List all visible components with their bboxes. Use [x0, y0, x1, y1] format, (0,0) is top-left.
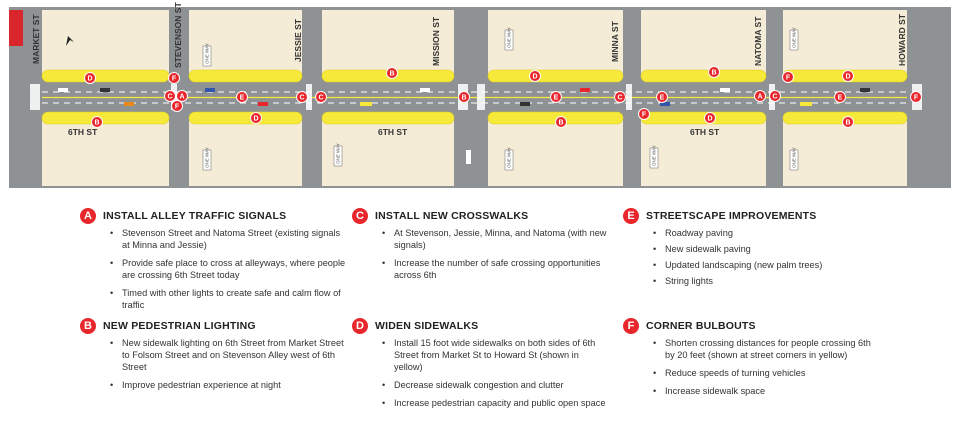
legend-d: [352, 318, 607, 415]
legend-item: • New sidewalk paving: [653, 243, 873, 255]
svg-text:C: C: [772, 93, 778, 101]
map-marker-d: [705, 113, 716, 124]
badge-e: E: [623, 208, 639, 224]
map-marker-c: [297, 92, 308, 103]
map-marker-c: [165, 91, 176, 102]
map-marker-f: [783, 72, 794, 83]
legend-item: • Reduce speeds of turning vehicles: [653, 367, 873, 379]
svg-text:B: B: [389, 70, 395, 78]
svg-text:A: A: [757, 93, 763, 101]
legend-item: • At Stevenson, Jessie, Minna, and Natoma (with new signals): [382, 227, 607, 251]
map-marker-e: [551, 92, 562, 103]
svg-text:F: F: [174, 103, 180, 111]
legend-c: [352, 208, 607, 287]
street-label-sixth-east: 6TH ST: [690, 127, 720, 137]
legend-item: • Stevenson Street and Natoma Street (existing signals at Minna and Jessie): [110, 227, 350, 251]
legend-item: • String lights: [653, 275, 873, 287]
map-marker-b: [709, 67, 720, 78]
legend-title: STREETSCAPE IMPROVEMENTS: [646, 210, 817, 222]
legend-item: • Increase pedestrian capacity and public open space: [382, 397, 607, 409]
svg-text:D: D: [87, 75, 93, 83]
street-label-stevenson: STEVENSON ST: [173, 2, 183, 68]
map-marker-a: [177, 91, 188, 102]
legend-item: • Updated landscaping (new palm trees): [653, 259, 873, 271]
svg-text:B: B: [711, 69, 717, 77]
map-marker-f: [172, 101, 183, 112]
map-marker-b: [843, 117, 854, 128]
one-way-label: ONE WAY: [506, 147, 512, 168]
map-marker-e: [835, 92, 846, 103]
map-marker-c: [316, 92, 327, 103]
svg-text:E: E: [659, 94, 665, 102]
street-label-market: MARKET ST: [31, 14, 41, 64]
street-label-howard: HOWARD ST: [897, 14, 907, 66]
one-way-label: ONE WAY: [335, 143, 341, 164]
legend-title: NEW PEDESTRIAN LIGHTING: [103, 320, 256, 332]
map-marker-d: [85, 73, 96, 84]
badge-a: A: [80, 208, 96, 224]
legend-a: [80, 208, 350, 317]
map-marker-d: [843, 71, 854, 82]
svg-text:C: C: [617, 94, 623, 102]
svg-text:D: D: [532, 73, 538, 81]
svg-text:E: E: [837, 94, 843, 102]
svg-text:B: B: [558, 119, 564, 127]
street-label-sixth-west: 6TH ST: [68, 127, 98, 137]
legend-title: WIDEN SIDEWALKS: [375, 320, 479, 332]
building-sliver: [9, 10, 23, 46]
legend-b: [80, 318, 350, 397]
badge-b: B: [80, 318, 96, 334]
street-label-natoma: NATOMA ST: [753, 16, 763, 66]
badge-f: F: [623, 318, 639, 334]
legend-item: • Increase sidewalk space: [653, 385, 873, 397]
street-label-sixth-mid: 6TH ST: [378, 127, 408, 137]
badge-c: C: [352, 208, 368, 224]
svg-text:C: C: [299, 94, 305, 102]
map-marker-a: [755, 91, 766, 102]
map-marker-b: [459, 92, 470, 103]
legend-item: • Install 15 foot wide sidewalks on both sides of 6th Street from Market St to Howard St (shown in yellow): [382, 337, 607, 373]
street-label-minna: MINNA ST: [610, 21, 620, 62]
legend-f: [623, 318, 873, 403]
svg-text:B: B: [461, 94, 467, 102]
svg-text:E: E: [239, 94, 245, 102]
one-way-label: ONE WAY: [204, 147, 210, 168]
svg-text:F: F: [785, 74, 791, 82]
map-marker-e: [657, 92, 668, 103]
map-marker-f: [911, 92, 922, 103]
svg-text:A: A: [179, 93, 185, 101]
legend-item: • New sidewalk lighting on 6th Street from Market Street to Folsom Street and on Stevenson Alley west of 6th Street: [110, 337, 350, 373]
svg-text:B: B: [94, 119, 100, 127]
sixth-street-plan-map: [0, 0, 960, 195]
svg-text:C: C: [167, 93, 173, 101]
legend-item: • Timed with other lights to create safe and calm flow of traffic: [110, 287, 350, 311]
one-way-label: ONE WAY: [651, 145, 657, 166]
svg-text:D: D: [845, 73, 851, 81]
map-marker-d: [251, 113, 262, 124]
map-marker-e: [237, 92, 248, 103]
legend-title: CORNER BULBOUTS: [646, 320, 756, 332]
legend-item: • Increase the number of safe crossing opportunities across 6th: [382, 257, 607, 281]
legend-item: • Roadway paving: [653, 227, 873, 239]
legend-item: • Provide safe place to cross at alleyways, where people are crossing 6th Street today: [110, 257, 350, 281]
street-label-mission: MISSION ST: [431, 16, 441, 66]
legend-item: • Decrease sidewalk congestion and clutter: [382, 379, 607, 391]
one-way-label: ONE WAY: [791, 27, 797, 48]
map-marker-f: [639, 109, 650, 120]
map-marker-b: [92, 117, 103, 128]
map-marker-c: [615, 92, 626, 103]
legend-item: • Shorten crossing distances for people crossing 6th by 20 feet (shown at street corners in yellow): [653, 337, 873, 361]
one-way-label: ONE WAY: [506, 27, 512, 48]
map-marker-c: [770, 91, 781, 102]
svg-text:E: E: [553, 94, 559, 102]
svg-text:C: C: [318, 94, 324, 102]
badge-d: D: [352, 318, 368, 334]
one-way-label: ONE WAY: [204, 43, 210, 64]
svg-text:B: B: [845, 119, 851, 127]
map-marker-d: [530, 71, 541, 82]
legend-item: • Improve pedestrian experience at night: [110, 379, 350, 391]
svg-text:F: F: [641, 111, 647, 119]
svg-text:F: F: [913, 94, 919, 102]
legend-title: INSTALL NEW CROSSWALKS: [375, 210, 529, 222]
legend-e: [623, 208, 873, 291]
svg-text:D: D: [707, 115, 713, 123]
one-way-label: ONE WAY: [791, 147, 797, 168]
svg-text:D: D: [253, 115, 259, 123]
svg-text:F: F: [171, 75, 177, 83]
map-marker-b: [556, 117, 567, 128]
street-label-jessie: JESSIE ST: [293, 19, 303, 62]
map-marker-f: [169, 73, 180, 84]
map-marker-b: [387, 68, 398, 79]
legend-title: INSTALL ALLEY TRAFFIC SIGNALS: [103, 210, 287, 222]
